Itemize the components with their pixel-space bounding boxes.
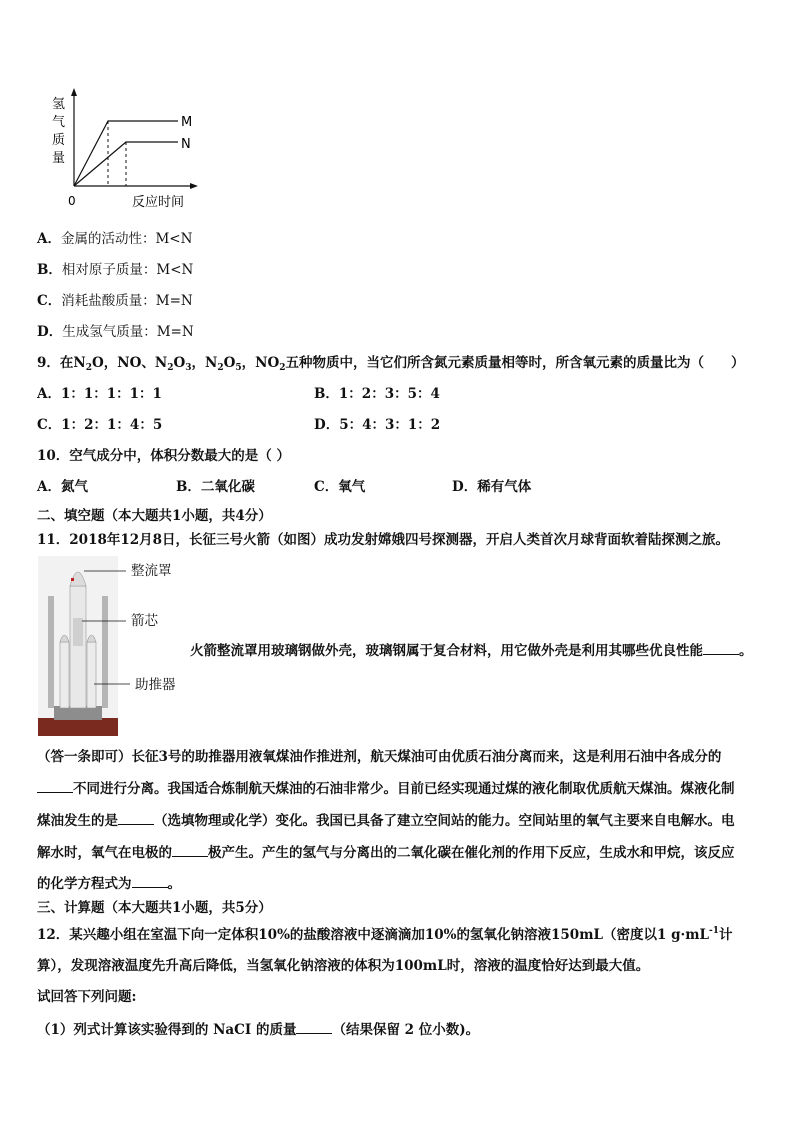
rocket-svg xyxy=(38,556,188,736)
q10-option-d: D．稀有气体 xyxy=(452,479,532,495)
answer-blank-1[interactable] xyxy=(703,640,739,655)
answer-blank-4[interactable] xyxy=(172,842,208,857)
q11-line-4: 解水时，氧气在电极的 极产生。产生的氢气与分离出的二氧化碳在催化剂的作用下反应，生成水和甲烷，该反应 xyxy=(37,842,735,862)
label-booster: 助推器 xyxy=(135,677,176,693)
section-2-heading: 二、填空题（本大题共1小题，共4分） xyxy=(37,508,272,524)
q10-stem: 10．空气成分中，体积分数最大的是（ ） xyxy=(37,448,290,464)
ylabel-2: 气 xyxy=(52,115,66,130)
q8-option-c: C．消耗盐酸质量：M=N xyxy=(37,293,193,309)
section-3-heading: 三、计算题（本大题共1小题，共5分） xyxy=(37,900,272,916)
q11-line-5: 的化学方程式为 。 xyxy=(37,873,181,893)
y-axis-arrow xyxy=(71,88,77,96)
q10-option-b: B．二氧化碳 xyxy=(176,479,255,495)
hydrogen-mass-graph xyxy=(46,88,206,213)
q11-stem: 11．2018年12月8日，长征三号火箭（如图）成功发射嫦娥四号探测器，开启人类首次月球背面软着陆探测之旅。 xyxy=(37,532,730,548)
label-m: M xyxy=(181,115,193,130)
q11-line-1: （答一条即可）长征3号的助推器用液氧煤油作推进剂，航天煤油可由优质石油分离而来，这是利用石油中各成分的 xyxy=(37,749,722,765)
q12-line-2: 算），发现溶液温度先升高后降低，当氢氧化钠溶液的体积为100mL时，溶液的温度恰好达到最大值。 xyxy=(37,958,650,974)
ylabel-3: 质 xyxy=(52,133,66,148)
label-core: 箭芯 xyxy=(131,613,158,629)
graph-svg xyxy=(46,88,206,213)
q8-option-b: B．相对原子质量：M<N xyxy=(37,262,194,278)
q10-option-a: A．氮气 xyxy=(37,479,88,495)
q11-beside-text: 火箭整流罩用玻璃钢做外壳，玻璃钢属于复合材料，用它做外壳是利用其哪些优良性能 。 xyxy=(190,640,753,660)
origin-label: 0 xyxy=(68,194,76,208)
ylabel-1: 氢 xyxy=(52,97,66,112)
xlabel: 反应时间 xyxy=(132,195,185,210)
rocket-figure xyxy=(38,556,188,736)
q9-option-d: D．5：4：3：1：2 xyxy=(314,417,441,433)
q11-line-3: 煤油发生的是 （选填物理或化学）变化。我国已具备了建立空间站的能力。空间站里的氧气主要来自电解水。电 xyxy=(37,810,735,830)
q10-option-c: C．氧气 xyxy=(314,479,366,495)
answer-blank-2[interactable] xyxy=(37,778,73,793)
label-fairing: 整流罩 xyxy=(131,563,172,579)
q12-line-1: 12．某兴趣小组在室温下向一定体积10%的盐酸溶液中逐滴滴加10%的氢氧化钠溶液150mL（密度以1 $g\cdot mL^{-1}$计 xyxy=(37,926,733,943)
answer-blank-6[interactable] xyxy=(296,1019,332,1034)
q12-line-3: 试回答下列问题: xyxy=(37,989,137,1005)
x-axis-arrow xyxy=(190,183,198,189)
q8-option-a: A．金属的活动性：M<N xyxy=(37,231,193,247)
q9-stem: 9．在$N_2O$，NO、$N_2O_3$，$N_2O_5$，$NO_2$五种物质中，当它们所含氮元素质量相等时，所含氧元素的质量比为（ ） xyxy=(37,355,745,373)
q12-line-4: （1）列式计算该实验得到的 NaCI 的质量 （结果保留 2 位小数)。 xyxy=(37,1019,479,1039)
answer-blank-5[interactable] xyxy=(132,873,168,888)
q9-option-c: C．1：2：1：4：5 xyxy=(37,417,163,433)
q11-line-2: 不同进行分离。我国适合炼制航天煤油的石油非常少。目前已经实现通过煤的液化制取优质航天煤油。煤液化制 xyxy=(37,778,735,798)
q9-option-a: A．1：1：1：1：1 xyxy=(37,386,162,402)
line-m xyxy=(74,121,178,186)
ylabel-4: 量 xyxy=(52,151,66,166)
q9-option-b: B．1：2：3：5：4 xyxy=(314,386,440,402)
q8-option-d: D．生成氢气质量：M=N xyxy=(37,324,194,340)
answer-blank-3[interactable] xyxy=(118,810,154,825)
label-n: N xyxy=(181,137,191,152)
